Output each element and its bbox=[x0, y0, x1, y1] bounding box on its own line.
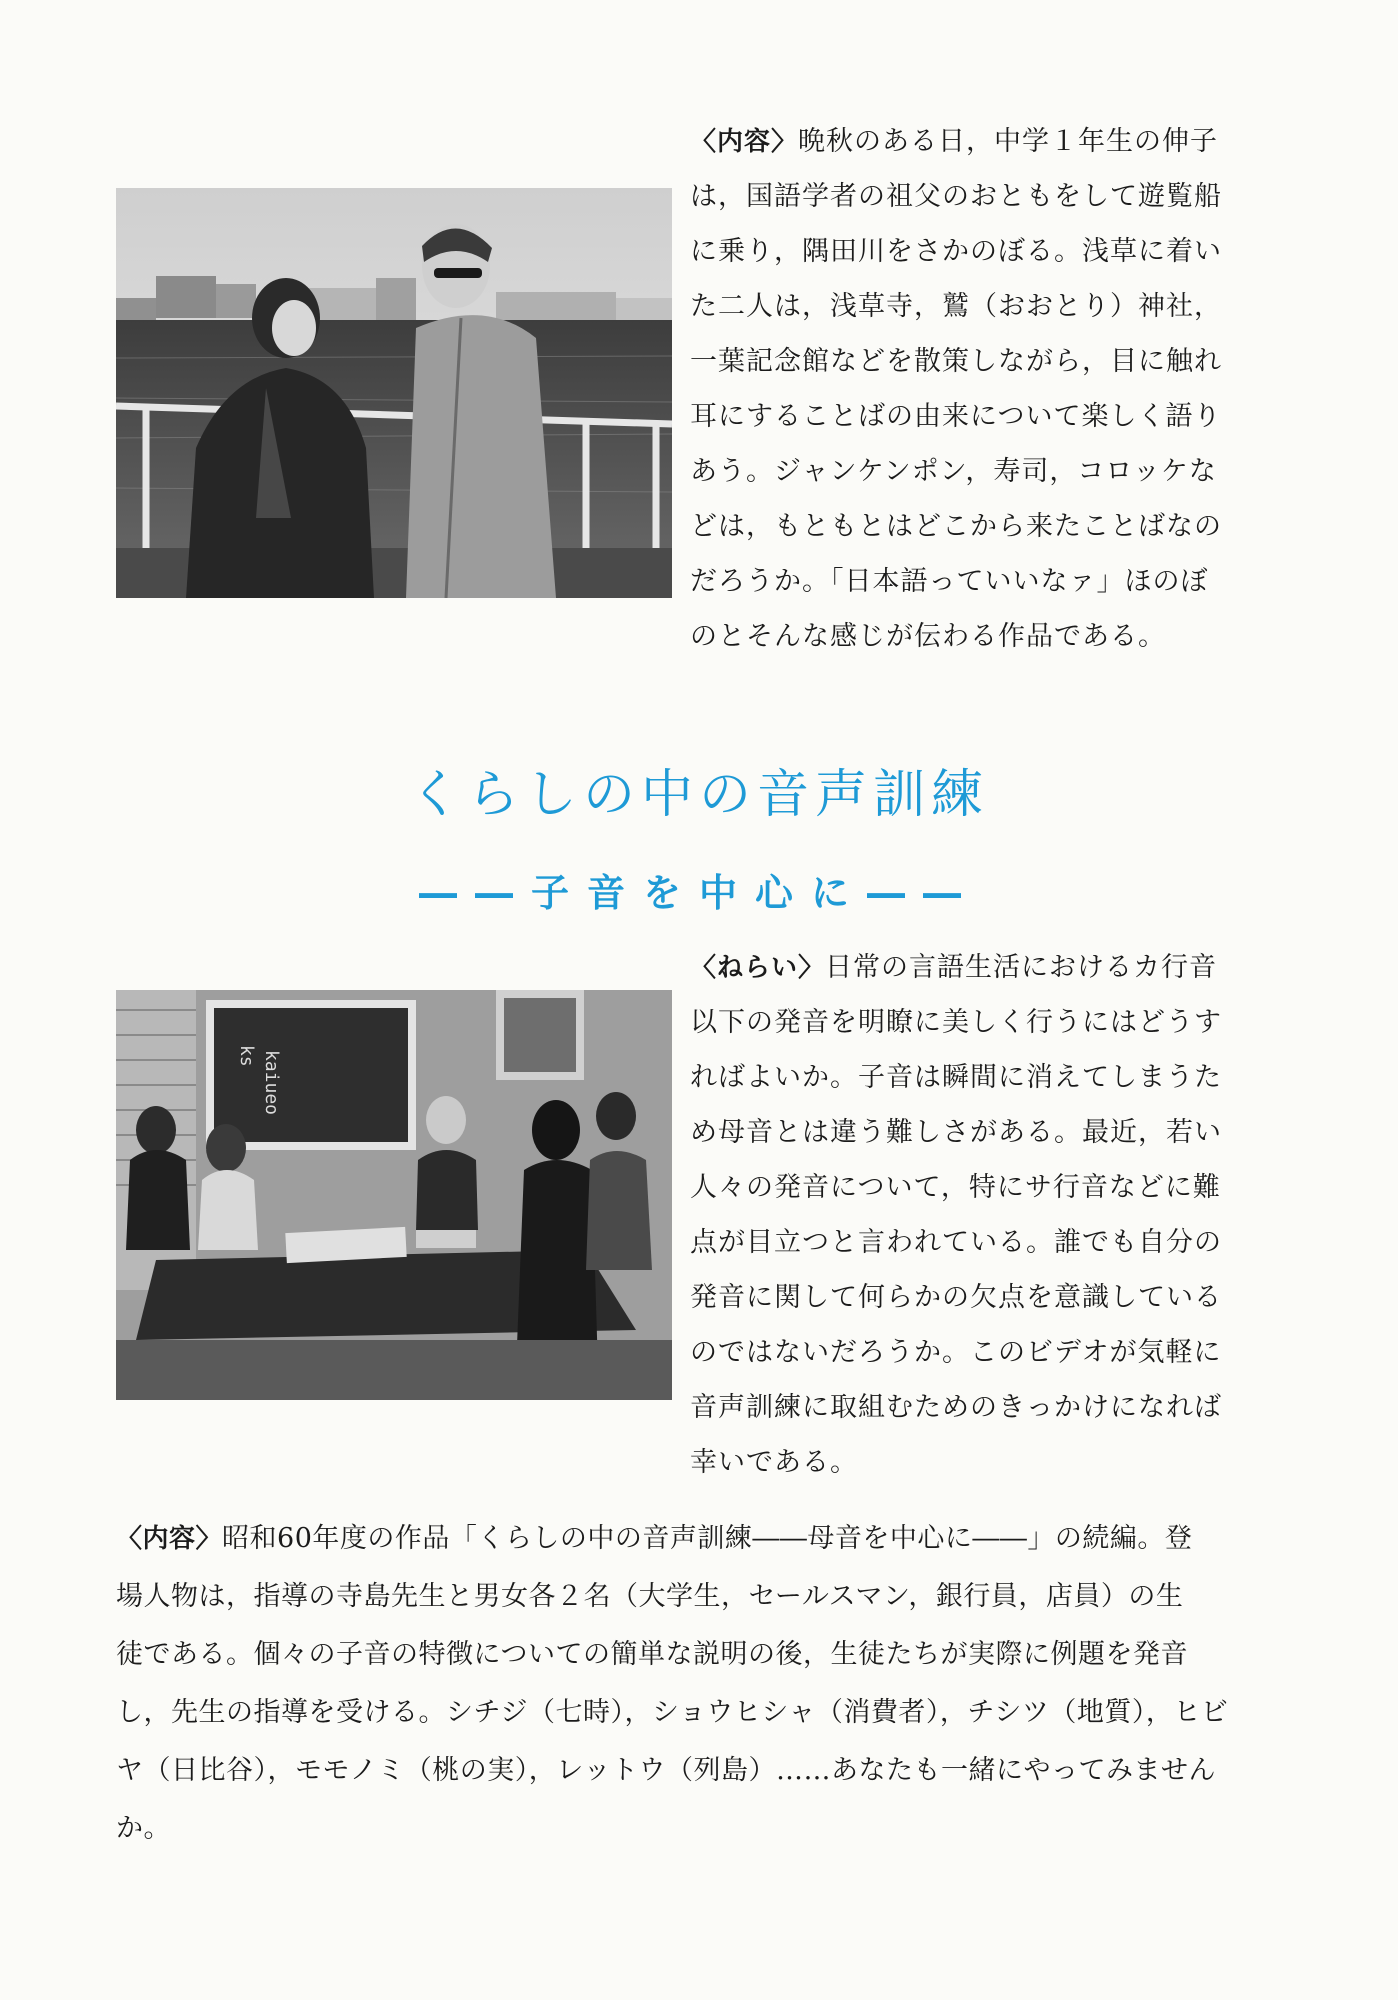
svg-text:ks: ks bbox=[236, 1045, 257, 1067]
photo-riverside bbox=[116, 188, 672, 598]
synopsis-line: し，先生の指導を受ける。シチジ（七時），ショウヒシャ（消費者），チシツ（地質），ヒビ bbox=[116, 1697, 1229, 1728]
section-subtitle: ――子音を中心に―― bbox=[418, 871, 979, 915]
synopsis-line: 場人物は，指導の寺島先生と男女各２名（大学生，セールスマン，銀行員，店員）の生 bbox=[116, 1581, 1184, 1612]
aim-line: 点が目立つと言われている。誰でも自分の bbox=[690, 1227, 1222, 1258]
aim-line bbox=[690, 940, 1290, 995]
blackboard-letters: kaiueo bbox=[261, 1050, 282, 1116]
aim-line: め母音とは違う難しさがある。最近，若い bbox=[690, 1117, 1222, 1148]
aim-line: 幸いである。 bbox=[690, 1447, 858, 1478]
synopsis-line: 一葉記念館などを散策しながら，目に触れ bbox=[690, 346, 1222, 377]
synopsis-line: 耳にすることばの由来について楽しく語り bbox=[690, 401, 1222, 432]
synopsis-line: た二人は，浅草寺，鷲（おおとり）神社， bbox=[690, 291, 1222, 322]
aim-tag: 〈ねらい〉 bbox=[690, 953, 826, 983]
synopsis-line: ヤ（日比谷），モモノミ（桃の実），レットウ（列島）……あなたも一緒にやってみません bbox=[116, 1755, 1216, 1786]
classroom-photo-drawing bbox=[116, 990, 672, 1400]
blackboard bbox=[214, 1008, 408, 1142]
synopsis-text: 昭和60年度の作品「くらしの中の音声訓練――母音を中心に――」の続編。登 bbox=[222, 1523, 1193, 1554]
synopsis-line: か。 bbox=[116, 1813, 171, 1844]
aim-line: 人々の発音について，特にサ行音などに難 bbox=[690, 1172, 1221, 1203]
synopsis-line: あう。ジャンケンポン，寿司，コロッケな bbox=[690, 456, 1217, 487]
synopsis-line bbox=[116, 1510, 1260, 1568]
synopsis-line: は，国語学者の祖父のおともをして遊覧船 bbox=[690, 181, 1222, 212]
synopsis-line: どは，もともとはどこから来たことばなの bbox=[690, 511, 1222, 542]
aim-text: 日常の言語生活におけるカ行音 bbox=[825, 952, 1218, 983]
aim-line: のではないだろうか。このビデオが気軽に bbox=[690, 1337, 1222, 1368]
synopsis-block-1 bbox=[690, 114, 1290, 664]
synopsis-line: 徒である。個々の子音の特徴についての簡単な説明の後，生徒たちが実際に例題を発音 bbox=[116, 1639, 1188, 1670]
aim-line: 音声訓練に取組むためのきっかけになれば bbox=[690, 1392, 1222, 1423]
synopsis-line: だろうか。「日本語っていいなァ」ほのぼ bbox=[690, 566, 1209, 597]
riverside-photo-drawing bbox=[116, 188, 672, 598]
synopsis-line: のとそんな感じが伝わる作品である。 bbox=[690, 621, 1166, 652]
content-tag: 〈内容〉 bbox=[690, 127, 799, 157]
synopsis-line: に乗り，隅田川をさかのぼる。浅草に着い bbox=[690, 236, 1222, 267]
aim-line: 発音に関して何らかの欠点を意識している bbox=[690, 1282, 1222, 1313]
aim-block bbox=[690, 940, 1290, 1490]
content-tag: 〈内容〉 bbox=[116, 1524, 223, 1554]
synopsis-line bbox=[690, 114, 1290, 169]
section-title: くらしの中の音声訓練 bbox=[408, 765, 989, 825]
aim-line: ればよいか。子音は瞬間に消えてしまうた bbox=[690, 1062, 1222, 1093]
synopsis-block-2 bbox=[116, 1510, 1260, 1858]
synopsis-text: 晩秋のある日，中学１年生の伸子 bbox=[798, 126, 1219, 157]
aim-line: 以下の発音を明瞭に美しく行うにはどうす bbox=[690, 1007, 1222, 1038]
photo-classroom bbox=[116, 990, 672, 1400]
